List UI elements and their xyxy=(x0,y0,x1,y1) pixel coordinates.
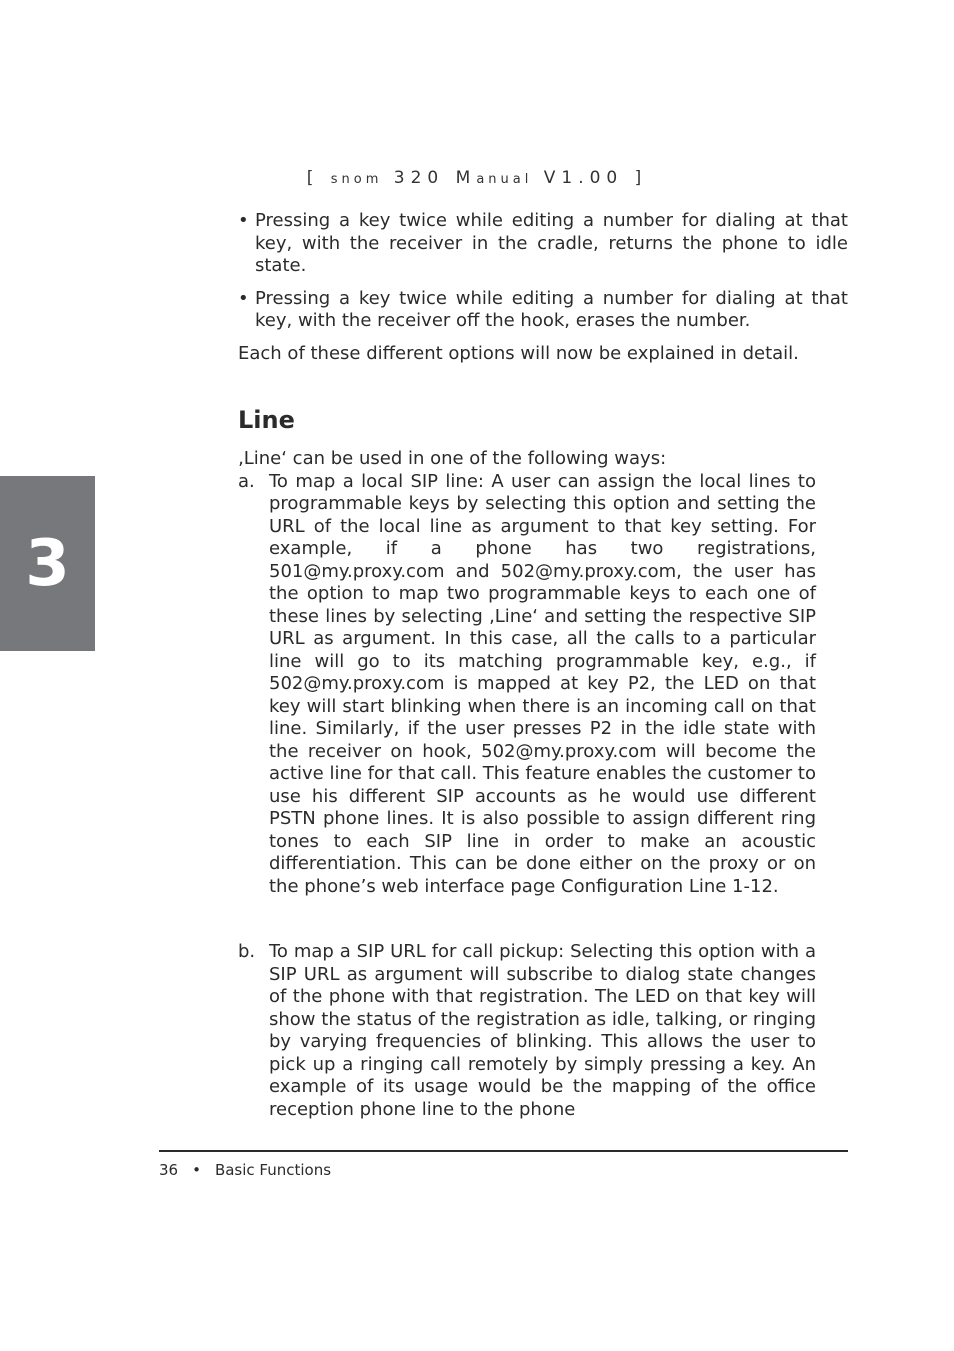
header-brand: snom xyxy=(330,172,383,187)
section-heading: Line xyxy=(238,406,295,434)
footer-rule xyxy=(159,1150,848,1152)
footer-section-name: Basic Functions xyxy=(214,1161,332,1179)
bullet-item xyxy=(238,288,848,333)
summary-paragraph: Each of these different options will now be explained in detail. xyxy=(238,342,799,364)
header-manual xyxy=(456,168,533,188)
header-manual-initial: M xyxy=(455,168,477,188)
chapter-number: 3 xyxy=(25,526,70,601)
page-number: 36 xyxy=(159,1161,179,1179)
list-item-a xyxy=(238,471,816,899)
bullet-mark: • xyxy=(238,210,249,231)
bullet-mark: • xyxy=(238,287,249,309)
list-item-letter: a. xyxy=(238,470,255,492)
footer-separator: • xyxy=(192,1161,201,1179)
running-header xyxy=(0,168,954,188)
header-version: V1.00 xyxy=(543,168,624,188)
bullet-text: Pressing a key twice while editing a number for dialing at that key, with the receiver in the cradle, returns the phone to idle state. xyxy=(255,210,848,276)
section-intro: ‚Line‘ can be used in one of the following ways: xyxy=(238,448,667,469)
header-model: 320 xyxy=(393,168,445,188)
header-close-bracket: ] xyxy=(634,168,648,188)
page-footer xyxy=(159,1161,331,1179)
list-item-b xyxy=(238,941,816,1121)
page-body xyxy=(238,210,848,1121)
list-item-text: To map a local SIP line: A user can assign the local lines to programmable keys by selecting this option and setting the URL of the local line as argument to that key setting. For example, if a phone has two registrations, 501@my.proxy.com and 502@my.proxy.com, the user has the option to map two programmable keys to each one of these lines by selecting ‚Line‘ and setting the respective SIP URL as argument. In this case, all the calls to a particular line will go to its matching programmable key, e.g., if 502@my.proxy.com is mapped at key P2, the LED on that key will start blinking when there is an incoming call on that line. Similarly, if the user presses P2 in the idle state with the receiver on hook, 502@my.proxy.com will become the active line for that call. This feature enables the customer to use his different SIP accounts as he would use different PSTN phone lines. It is also possible to assign different ring tones to each SIP line in order to make an acoustic differentiation. This can be done either on the proxy or on the phone’s web interface page Configuration Line 1-12. xyxy=(269,470,816,897)
bullet-item xyxy=(238,210,848,278)
list-item-letter: b. xyxy=(238,941,256,962)
header-manual-rest: anual xyxy=(476,172,533,187)
chapter-tab xyxy=(0,476,95,651)
bullet-text: Pressing a key twice while editing a number for dialing at that key, with the receiver off the hook, erases the number. xyxy=(255,287,848,331)
list-item-text: To map a SIP URL for call pickup: Selecting this option with a SIP URL as argument will subscribe to dialog state changes of the phone with that registration. The LED on that key will show the status of the registration as idle, talking, or ringing by varying frequencies of blinking. This allows the user to pick up a ringing call remotely by simply pressing a key. An example of its usage would be the mapping of the office reception phone line to the phone xyxy=(269,941,816,1120)
header-open-bracket: [ xyxy=(306,168,320,188)
